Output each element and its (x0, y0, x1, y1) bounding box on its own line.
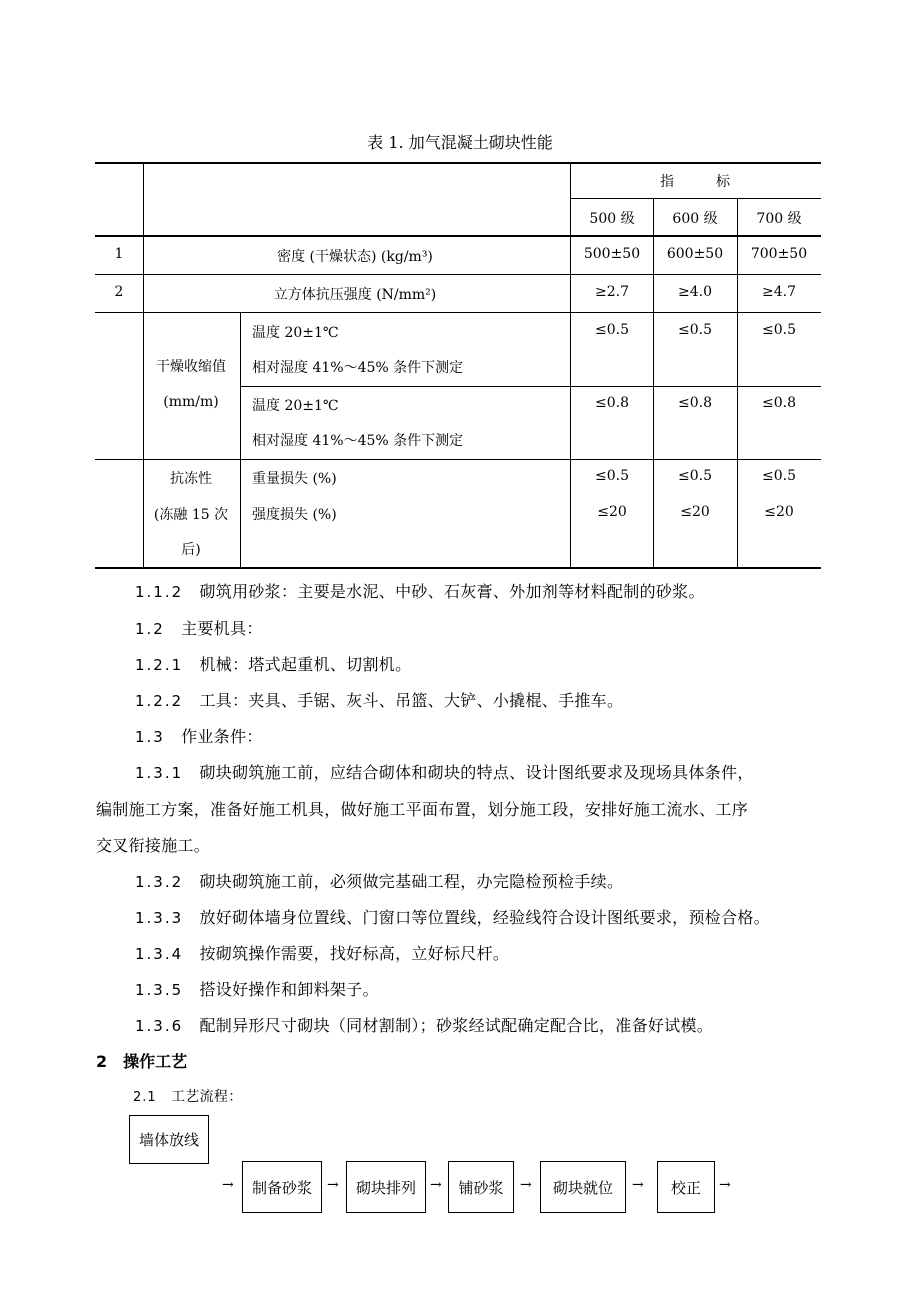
para-1-3-6 (135, 1013, 713, 1036)
para-1-2 (135, 616, 263, 639)
flow-arrow-6: → (719, 1177, 731, 1193)
shrinkage-sub1-line2: 相对湿度 41%～45% 条件下测定 (252, 360, 464, 376)
row1-g600: 600±50 (666, 246, 724, 262)
row1-g700: 700±50 (750, 246, 808, 262)
para-text: 按砌筑操作需要，找好标高，立好标尺杆。 (199, 944, 510, 963)
subsection-heading (133, 1086, 243, 1106)
para-text: 主要机具： (181, 619, 263, 638)
table-col-g700 (737, 198, 738, 569)
para-number: 1.3.3 (135, 909, 184, 927)
shrinkage-sub2-g600: ≤0.8 (678, 395, 712, 411)
table-col-g600 (653, 198, 654, 569)
para-text: 砌筑用砂浆：主要是水泥、中砂、石灰膏、外加剂等材料配制的砂浆。 (199, 582, 705, 601)
para-text: 砌块砌筑施工前，应结合砌体和砌块的特点、设计图纸要求及现场具体条件， (199, 763, 754, 782)
frost-strength-g700: ≤20 (764, 504, 794, 520)
para-text: 作业条件： (181, 727, 263, 746)
table-title: 表 1. 加气混凝土砌块性能 (367, 133, 553, 152)
frost-weight-g500: ≤0.5 (595, 468, 629, 484)
table-col-no (143, 162, 144, 569)
para-text: 机械：塔式起重机、切割机。 (199, 655, 412, 674)
frost-strength-g600: ≤20 (680, 504, 710, 520)
para-text: 配制异形尺寸砌块（同材割制）；砂浆经试配确定配合比，准备好试模。 (199, 1016, 714, 1035)
para-1-3-1-cont1 (96, 797, 748, 820)
flow-step-1: 制备砂浆 (242, 1161, 322, 1213)
flow-step-5: 校正 (657, 1161, 715, 1213)
shrinkage-sub2-line1: 温度 20±1℃ (252, 398, 339, 414)
frost-label: 抗冻性 (170, 471, 212, 487)
shrinkage-sub2-g700: ≤0.8 (762, 395, 796, 411)
para-number: 1.3.1 (135, 764, 184, 782)
row2-no: 2 (114, 284, 124, 300)
para-1-2-2 (135, 688, 623, 711)
flow-step-2: 砌块排列 (346, 1161, 426, 1213)
para-1-3-4 (135, 941, 509, 964)
flow-step-start: 墙体放线 (129, 1115, 209, 1164)
para-1-3-5 (135, 977, 379, 1000)
table-rule-top (95, 162, 821, 164)
flow-step-3: 铺砂浆 (448, 1161, 514, 1213)
grade-500: 500 级 (589, 211, 635, 227)
shrinkage-sub1-g600: ≤0.5 (678, 322, 712, 338)
para-1-1-2 (135, 579, 705, 602)
para-number: 1.3.4 (135, 945, 184, 963)
section-heading (96, 1049, 187, 1072)
para-number: 1.2.1 (135, 656, 184, 674)
shrinkage-label: 干燥收缩值 (156, 359, 226, 375)
para-1-3-3 (135, 905, 770, 928)
table-rule-header-bottom (95, 235, 821, 237)
grade-600: 600 级 (672, 211, 718, 227)
flow-arrow-4: → (520, 1177, 532, 1193)
para-text: 搭设好操作和卸料架子。 (199, 980, 379, 999)
frost-strength-g500: ≤20 (597, 504, 627, 520)
frost-strength-loss: 强度损失 (%) (252, 507, 337, 523)
para-number: 1.1.2 (135, 583, 184, 601)
flow-arrow-1: → (222, 1177, 234, 1193)
shrinkage-unit: (mm/m) (163, 394, 219, 410)
para-number: 1.3 (135, 728, 165, 746)
frost-label-line3: 后) (181, 542, 201, 558)
frost-weight-g600: ≤0.5 (678, 468, 712, 484)
performance-table (95, 162, 821, 569)
section-title: 操作工艺 (123, 1052, 188, 1071)
table-rule-shrink-mid (240, 386, 821, 387)
frost-weight-loss: 重量损失 (%) (252, 471, 337, 487)
row2-g700: ≥4.7 (762, 284, 796, 300)
para-1-3-1-cont2 (96, 833, 210, 856)
shrinkage-sub1-g700: ≤0.5 (762, 322, 796, 338)
row1-no: 1 (114, 246, 124, 262)
para-number: 1.2 (135, 620, 165, 638)
row1-item: 密度 (干燥状态) (kg/m³) (277, 249, 433, 265)
para-text: 放好砌体墙身位置线、门窗口等位置线，经验线符合设计图纸要求，预检合格。 (199, 908, 770, 927)
row2-item: 立方体抗压强度 (N/mm²) (273, 287, 437, 303)
grade-700: 700 级 (756, 211, 802, 227)
subsection-title: 工艺流程： (171, 1089, 243, 1105)
shrinkage-sub2-line2: 相对湿度 41%～45% 条件下测定 (252, 433, 464, 449)
para-1-3 (135, 724, 263, 747)
subsection-number: 2.1 (133, 1090, 157, 1105)
para-1-3-2 (135, 869, 623, 892)
para-number: 1.3.6 (135, 1017, 184, 1035)
para-text: 交叉衔接施工。 (96, 836, 211, 855)
flow-arrow-3: → (430, 1177, 442, 1193)
para-number: 1.3.5 (135, 981, 184, 999)
table-rule-row2 (95, 312, 821, 313)
para-1-2-1 (135, 652, 411, 675)
shrinkage-sub1-line1: 温度 20±1℃ (252, 325, 339, 341)
row2-g600: ≥4.0 (678, 284, 712, 300)
para-text: 编制施工方案，准备好施工机具，做好施工平面布置，划分施工段，安排好施工流水、工序 (96, 800, 749, 819)
shrinkage-sub2-g500: ≤0.8 (595, 395, 629, 411)
shrinkage-sub1-g500: ≤0.5 (595, 322, 629, 338)
table-rule-grade-top (570, 198, 821, 199)
flow-arrow-2: → (327, 1177, 339, 1193)
para-number: 1.3.2 (135, 873, 184, 891)
flow-step-4: 砌块就位 (540, 1161, 626, 1213)
para-text: 工具：夹具、手锯、灰斗、吊篮、大铲、小撬棍、手推车。 (199, 691, 624, 710)
table-rule-row4 (95, 459, 821, 460)
para-number: 1.2.2 (135, 692, 184, 710)
table-col-g500 (570, 162, 571, 569)
table-rule-row1 (95, 274, 821, 275)
row1-g500: 500±50 (583, 246, 641, 262)
header-index: 指 标 (660, 174, 730, 190)
frost-label-line2: (冻融 15 次 (153, 507, 229, 523)
table-rule-bottom (95, 567, 821, 569)
frost-weight-g700: ≤0.5 (762, 468, 796, 484)
row2-g500: ≥2.7 (595, 284, 629, 300)
flow-arrow-5: → (632, 1177, 644, 1193)
section-number: 2 (96, 1052, 108, 1071)
table-col-sub (240, 312, 241, 569)
para-1-3-1 (135, 760, 754, 783)
para-text: 砌块砌筑施工前，必须做完基础工程，办完隐检预检手续。 (199, 872, 624, 891)
